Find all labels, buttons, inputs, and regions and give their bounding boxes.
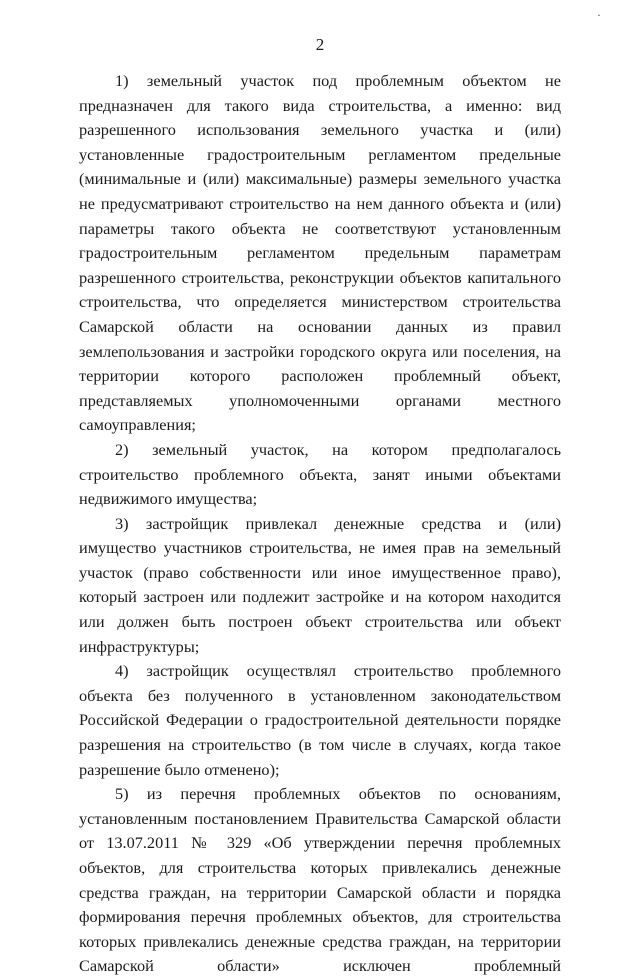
page-number: 2 <box>315 35 325 54</box>
paragraph-item-5: 5) из перечня проблемных объектов по основаниям, установленным постановлением Правительства Самарской области от 13.07.2011 № 329 «Об утверждении перечня проблемных объектов, для строительства которых привлекались денежные средства граждан, на территории Самарской области и порядка формирования перечня проблемных объектов, для строительства которых привлекались денежные средства граждан, на территории Самарской области» исключен проблемный <box>79 784 561 976</box>
paragraph-item-2: 2) земельный участок, на котором предполагалось строительство проблемного объекта, занят иными объектами недвижимого имущества; <box>79 439 561 509</box>
corner-mark: · <box>597 8 601 22</box>
paragraph-item-3: 3) застройщик привлекал денежные средства и (или) имущество участников строительства, не имея прав на земельный участок (право собственности или иное имущественное право), который застроен или подлежит застройке и на котором находится или должен быть построен объект строительства или объект инфраструктуры; <box>79 513 561 656</box>
paragraph-item-1: 1) земельный участок под проблемным объектом не предназначен для такого вида строительства, а именно: вид разрешенного использования земельного участка и (или) установленные градостроительным регламентом предельные (минимальные и (или) максимальные) размеры земельного участка не предусматривают строительство на нем данного объекта и (или) параметры такого объекта не соответствуют установленным градостроительным регламентом предельным параметрам разрешенного строительства, реконструкции объектов капитального строительства, что определяется министерством строительства Самарской области на основании данных из правил землепользования и застройки городского округа или поселения, на территории которого расположен проблемный объект, представляемых уполномоченными органами местного самоуправления; <box>79 71 561 435</box>
document-body <box>79 69 561 979</box>
paragraph-item-4: 4) застройщик осуществлял строительство проблемного объекта без полученного в установленном законодательством Российской Федерации о градостроительной деятельности порядке разрешения на строительство (в том числе в случаях, когда такое разрешение было отменено); <box>79 661 561 779</box>
